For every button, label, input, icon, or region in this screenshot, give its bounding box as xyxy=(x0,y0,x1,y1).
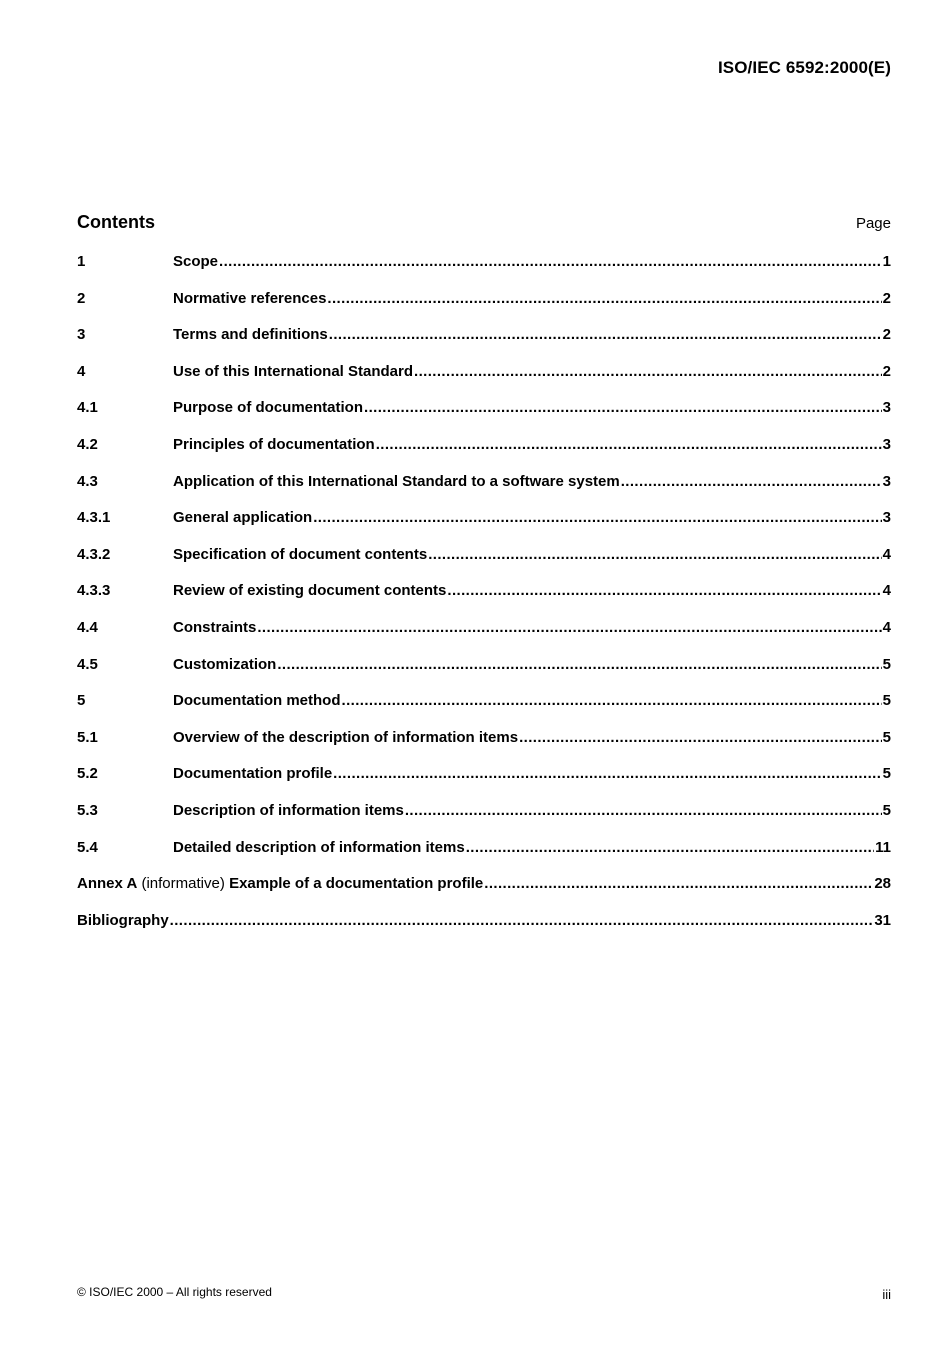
annex-qualifier xyxy=(137,875,225,892)
toc-entry[interactable] xyxy=(77,473,891,510)
toc-entry-number: 4.2 xyxy=(77,435,98,453)
toc-leader-dots xyxy=(519,729,882,746)
toc-annex-entry[interactable] xyxy=(77,875,891,912)
toc-entry-number: 5 xyxy=(77,692,86,710)
toc-leader-dots xyxy=(466,839,874,856)
toc-entry-number: 5.4 xyxy=(77,838,98,856)
toc-entry-page: 5 xyxy=(882,655,891,673)
toc-leader-dots xyxy=(376,436,882,453)
toc-entry[interactable] xyxy=(77,363,891,400)
toc-entry-title: Terms and definitions xyxy=(173,326,328,344)
toc-entry-title: Documentation method xyxy=(173,692,341,710)
toc-entry-number: 4 xyxy=(77,362,86,380)
toc-entry-number: 4.4 xyxy=(77,618,98,636)
toc-entry-number: 4.3.2 xyxy=(77,545,111,563)
toc-entry-page: 28 xyxy=(874,875,891,893)
toc-entry-number: 3 xyxy=(77,326,86,344)
toc-entry[interactable] xyxy=(77,253,891,290)
toc-leader-dots xyxy=(428,546,881,563)
toc-entry-number: 5.1 xyxy=(77,728,98,746)
toc-leader-dots xyxy=(484,875,873,892)
toc-entry[interactable] xyxy=(77,546,891,583)
toc-entry-page: 5 xyxy=(882,765,891,783)
table-of-contents xyxy=(77,253,891,948)
toc-entry-title: Overview of the description of information items xyxy=(173,728,519,746)
toc-entry-page: 3 xyxy=(882,435,891,453)
toc-entry-number: 4.3.3 xyxy=(77,582,111,600)
toc-entry-number: 5.2 xyxy=(77,765,98,783)
toc-entry-page: 2 xyxy=(882,289,891,307)
toc-entry[interactable] xyxy=(77,656,891,693)
toc-entry-page: 2 xyxy=(882,362,891,380)
document-id: ISO/IEC 6592:2000(E) xyxy=(717,58,891,77)
toc-entry-title: Use of this International Standard xyxy=(173,362,414,380)
toc-entry[interactable] xyxy=(77,765,891,802)
toc-entry-title: Normative references xyxy=(173,289,327,307)
toc-leader-dots xyxy=(219,253,882,270)
toc-entry[interactable] xyxy=(77,802,891,839)
toc-entry-title: Purpose of documentation xyxy=(173,399,364,417)
bibliography-title: Bibliography xyxy=(77,911,169,929)
toc-entry-page: 3 xyxy=(882,399,891,417)
toc-leader-dots xyxy=(333,765,881,782)
toc-leader-dots xyxy=(277,656,881,673)
toc-bibliography-entry[interactable] xyxy=(77,912,891,949)
toc-entry-page: 5 xyxy=(882,692,891,710)
annex-label: Annex A xyxy=(77,875,138,893)
annex-title: Example of a documentation profile xyxy=(229,875,484,893)
toc-entry[interactable] xyxy=(77,509,891,546)
toc-leader-dots xyxy=(170,912,874,929)
toc-entry-number: 2 xyxy=(77,289,86,307)
contents-heading: Contents xyxy=(77,212,155,232)
footer-page-number: iii xyxy=(882,1287,891,1302)
toc-entry-number: 4.3 xyxy=(77,472,98,490)
toc-entry-title: Constraints xyxy=(173,618,257,636)
toc-leader-dots xyxy=(327,290,881,307)
page-column-label: Page xyxy=(855,215,891,232)
toc-entry-title: Application of this International Standard to a software system xyxy=(173,472,620,490)
toc-entry-page: 11 xyxy=(875,838,891,856)
toc-leader-dots xyxy=(621,473,882,490)
toc-entry-title: Customization xyxy=(173,655,277,673)
toc-entry[interactable] xyxy=(77,326,891,363)
toc-entry-title: Review of existing document contents xyxy=(173,582,447,600)
footer-copyright: © ISO/IEC 2000 – All rights reserved xyxy=(77,1285,272,1299)
toc-entry-page: 3 xyxy=(882,509,891,527)
toc-entry-page: 5 xyxy=(882,801,891,819)
toc-leader-dots xyxy=(329,326,882,343)
toc-entry-page: 4 xyxy=(882,618,891,636)
toc-entry[interactable] xyxy=(77,436,891,473)
toc-entry-page: 4 xyxy=(882,545,891,563)
toc-entry[interactable] xyxy=(77,582,891,619)
toc-entry-number: 4.1 xyxy=(77,399,98,417)
toc-entry-title: Description of information items xyxy=(173,801,404,819)
toc-entry[interactable] xyxy=(77,839,891,876)
toc-leader-dots xyxy=(414,363,882,380)
toc-entry-number: 1 xyxy=(77,253,86,270)
toc-entry-page: 31 xyxy=(874,911,891,929)
toc-entry-page: 5 xyxy=(882,728,891,746)
annex-qualifier-text: (informative) xyxy=(141,875,225,893)
toc-leader-dots xyxy=(364,399,882,416)
toc-entry[interactable] xyxy=(77,619,891,656)
toc-entry[interactable] xyxy=(77,692,891,729)
toc-entry-page: 2 xyxy=(882,326,891,344)
toc-entry-title: Principles of documentation xyxy=(173,435,375,453)
toc-entry[interactable] xyxy=(77,399,891,436)
toc-entry-title: Specification of document contents xyxy=(173,545,428,563)
toc-entry-page: 4 xyxy=(882,582,891,600)
toc-entry-number: 4.5 xyxy=(77,655,98,673)
toc-leader-dots xyxy=(257,619,881,636)
toc-leader-dots xyxy=(342,692,882,709)
toc-leader-dots xyxy=(313,509,881,526)
toc-entry-page: 3 xyxy=(882,472,891,490)
toc-entry-title: Detailed description of information items xyxy=(173,838,465,856)
toc-leader-dots xyxy=(447,582,881,599)
toc-entry[interactable] xyxy=(77,729,891,766)
toc-leader-dots xyxy=(405,802,882,819)
toc-entry-page: 1 xyxy=(882,253,891,270)
toc-entry-title: Scope xyxy=(173,253,219,270)
toc-entry-title: General application xyxy=(173,509,313,527)
toc-entry-title: Documentation profile xyxy=(173,765,333,783)
toc-entry-number: 5.3 xyxy=(77,801,98,819)
toc-entry-number: 4.3.1 xyxy=(77,509,111,527)
toc-entry[interactable] xyxy=(77,290,891,327)
